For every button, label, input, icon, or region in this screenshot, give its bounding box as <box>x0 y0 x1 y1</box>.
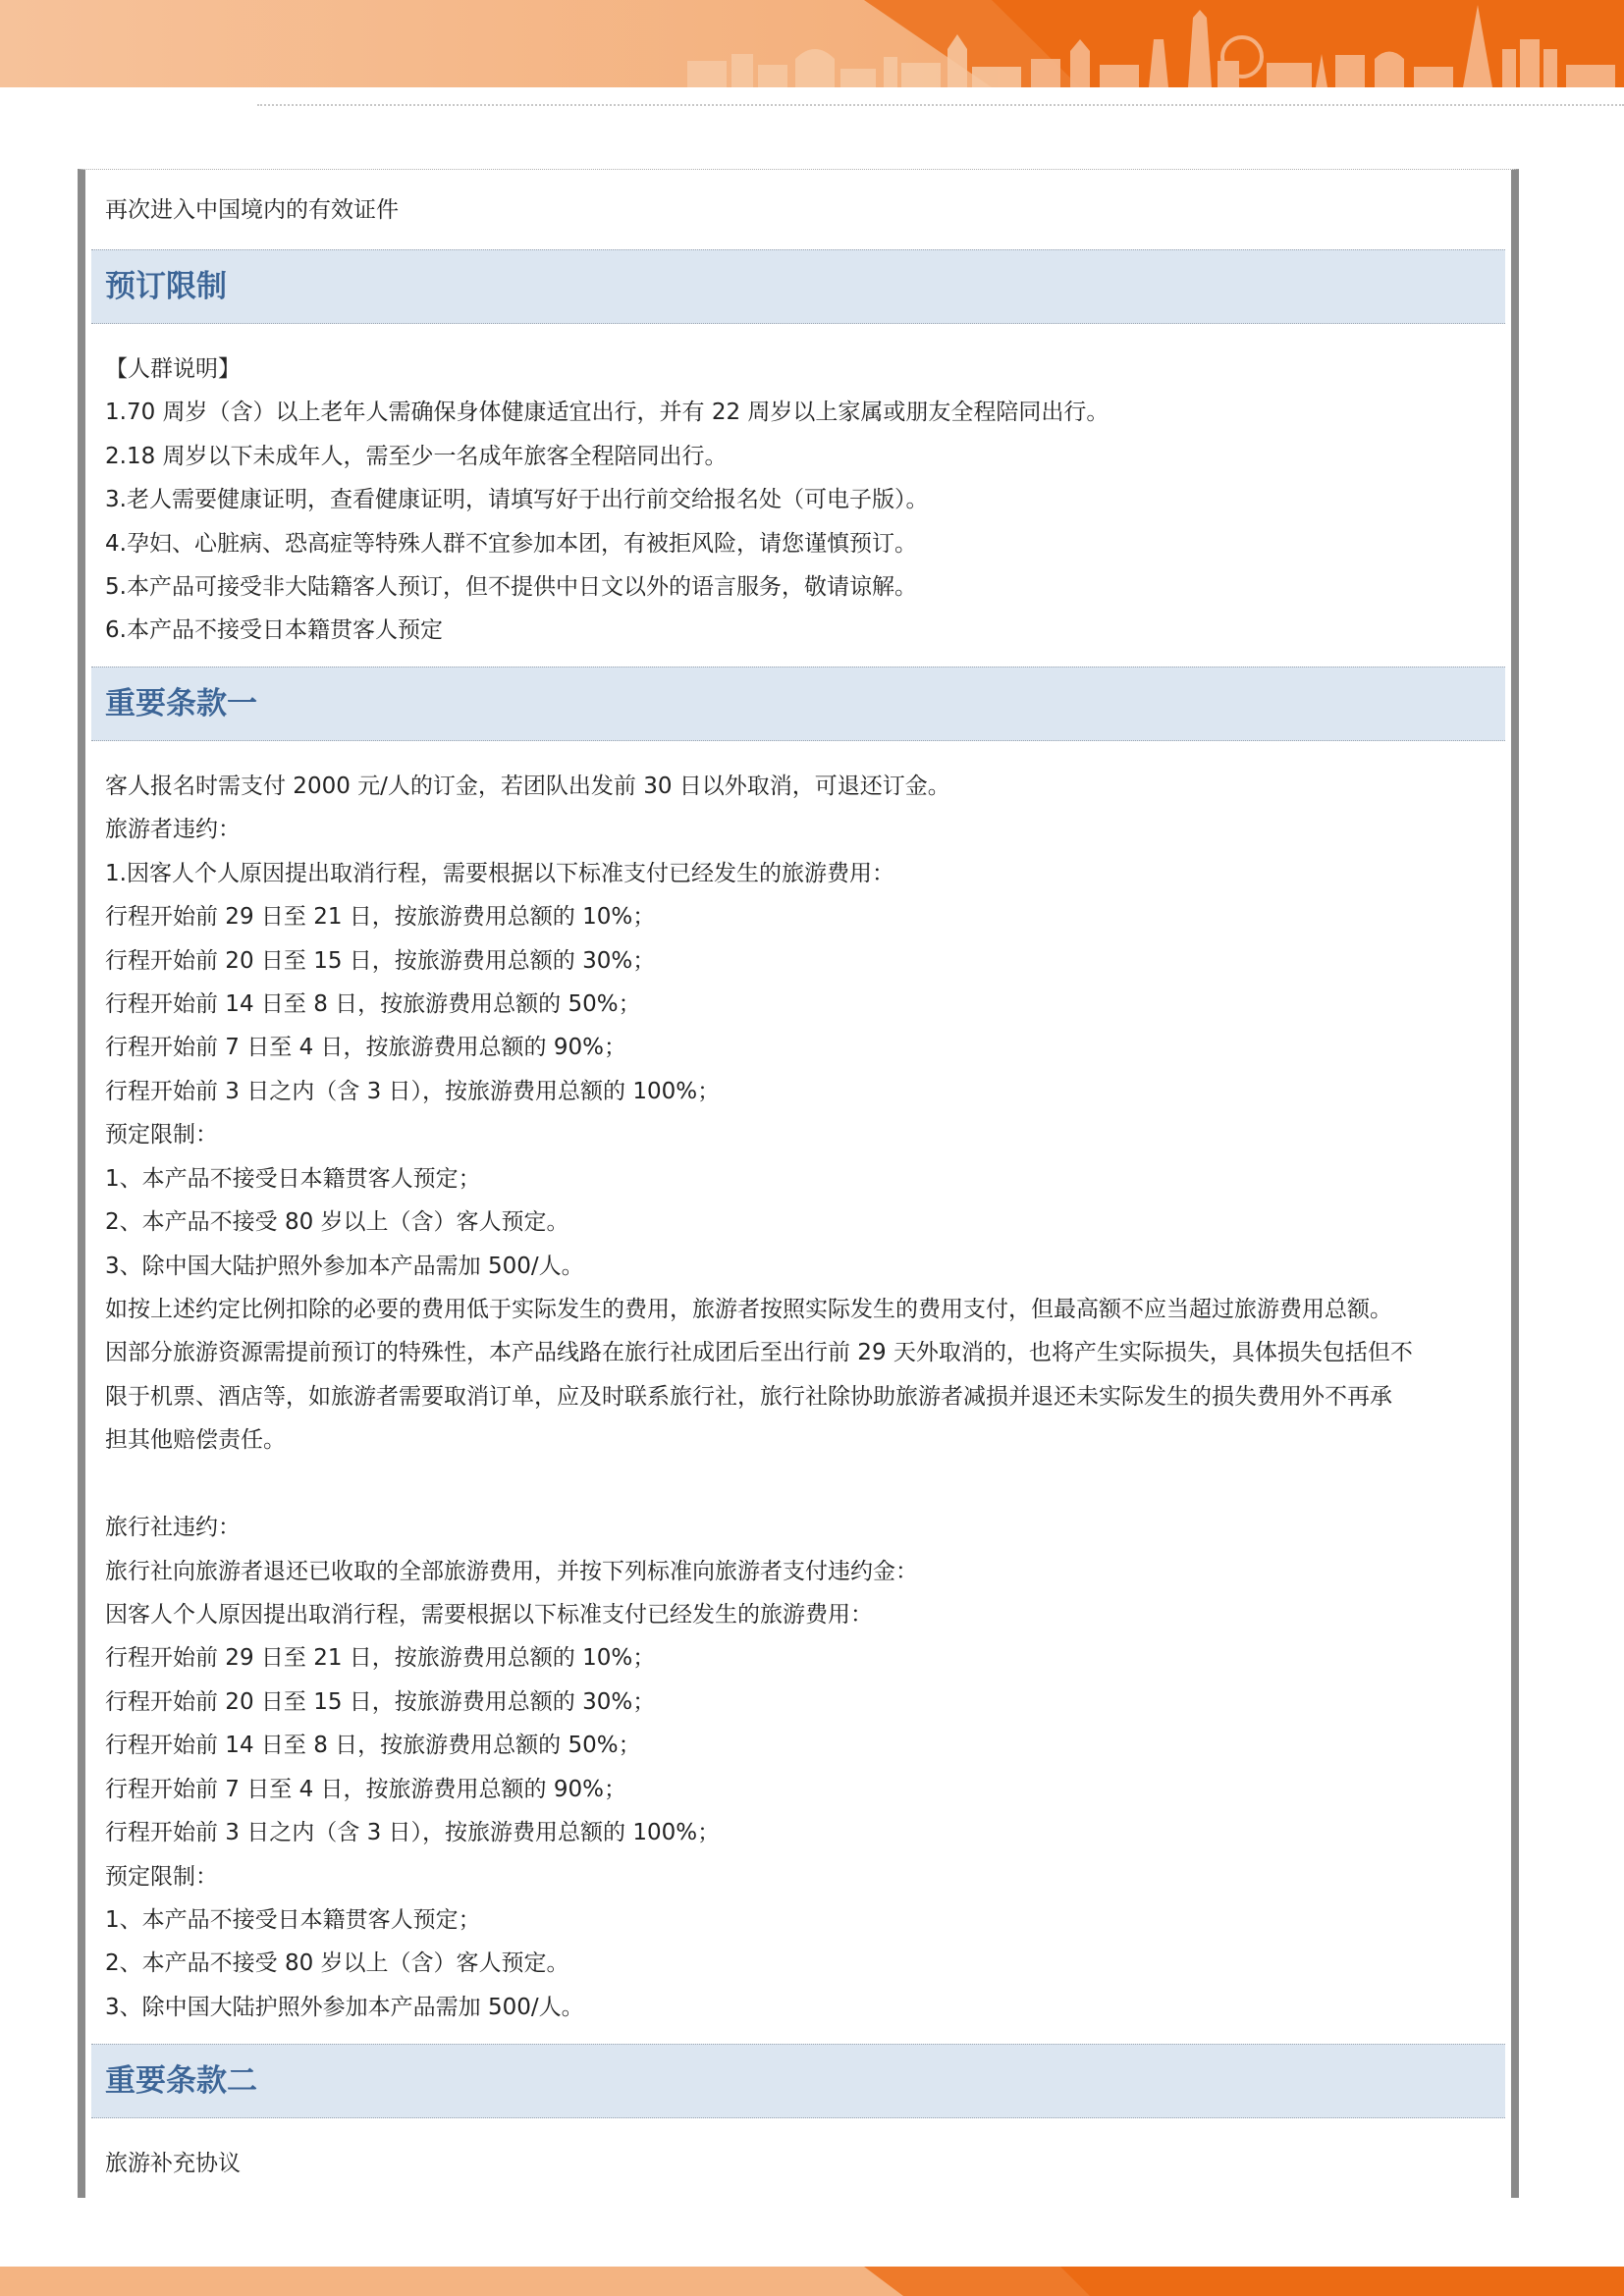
list-item <box>105 1469 1499 1499</box>
list-item: 旅游者违约： <box>105 817 241 842</box>
section-title: 重要条款二 <box>105 2063 257 2099</box>
list-item: 1.因客人个人原因提出取消行程，需要根据以下标准支付已经发生的旅游费用： <box>105 861 894 886</box>
footer-stripe <box>0 2267 1624 2296</box>
list-item: 3.老人需要健康证明，查看健康证明，请填写好于出行前交给报名处（可电子版）。 <box>105 487 929 512</box>
list-item: 行程开始前 14 日至 8 日，按旅游费用总额的 50%； <box>105 1733 641 1758</box>
list-item: 3、除中国大陆护照外参加本产品需加 500/人。 <box>105 1254 584 1279</box>
list-item: 1、本产品不接受日本籍贯客人预定； <box>105 1907 481 1933</box>
city-skyline-banner <box>0 0 1624 87</box>
list-item: 5.本产品可接受非大陆籍客人预订，但不提供中日文以外的语言服务，敬请谅解。 <box>105 574 917 600</box>
list-item: 行程开始前 14 日至 8 日，按旅游费用总额的 50%； <box>105 991 641 1017</box>
footer-banner <box>0 2267 1624 2296</box>
header-banner <box>0 0 1624 87</box>
list-item: 行程开始前 20 日至 15 日，按旅游费用总额的 30%； <box>105 948 656 974</box>
section-terms-one <box>91 667 1505 741</box>
list-item: 旅行社违约： <box>105 1515 241 1540</box>
list-item: 因部分旅游资源需提前预订的特殊性，本产品线路在旅行社成团后至出行前 29 天外取消的，也将产生实际损失，具体损失包括但不 <box>105 1340 1413 1365</box>
header-divider <box>257 104 1624 106</box>
list-item: 行程开始前 29 日至 21 日，按旅游费用总额的 10%； <box>105 904 656 930</box>
list-item: 2、本产品不接受 80 岁以上（含）客人预定。 <box>105 1950 569 1976</box>
list-item: 因客人个人原因提出取消行程，需要根据以下标准支付已经发生的旅游费用： <box>105 1602 873 1628</box>
list-item: 行程开始前 3 日之内（含 3 日），按旅游费用总额的 100%； <box>105 1820 721 1845</box>
section-title: 预订限制 <box>105 269 227 304</box>
list-item: 预定限制： <box>105 1122 218 1148</box>
list-item: 3、除中国大陆护照外参加本产品需加 500/人。 <box>105 1995 584 2020</box>
list-item: 客人报名时需支付 2000 元/人的订金，若团队出发前 30 日以外取消，可退还订金。 <box>105 774 950 799</box>
intro-text: 再次进入中国境内的有效证件 <box>105 197 399 223</box>
list-item: 6.本产品不接受日本籍贯客人预定 <box>105 617 443 643</box>
list-item: 行程开始前 3 日之内（含 3 日），按旅游费用总额的 100%； <box>105 1079 721 1104</box>
content-frame <box>78 169 1519 2198</box>
section-title: 重要条款一 <box>105 686 257 721</box>
section-terms-two <box>91 2044 1505 2118</box>
list-item: 行程开始前 7 日至 4 日，按旅游费用总额的 90%； <box>105 1035 626 1060</box>
list-item: 旅游补充协议 <box>105 2151 241 2176</box>
list-item: 2.18 周岁以下未成年人，需至少一名成年旅客全程陪同出行。 <box>105 444 728 469</box>
section-booking-limits <box>91 249 1505 324</box>
list-item: 4.孕妇、心脏病、恐高症等特殊人群不宜参加本团，有被拒风险，请您谨慎预订。 <box>105 531 917 557</box>
list-item: 旅行社向旅游者退还已收取的全部旅游费用，并按下列标准向旅游者支付违约金： <box>105 1559 918 1584</box>
list-item: 行程开始前 29 日至 21 日，按旅游费用总额的 10%； <box>105 1645 656 1671</box>
list-item: 【人群说明】 <box>105 356 241 382</box>
list-item: 1.70 周岁（含）以上老年人需确保身体健康适宜出行，并有 22 周岁以上家属或朋友全程陪同出行。 <box>105 400 1110 425</box>
list-item: 1、本产品不接受日本籍贯客人预定； <box>105 1166 481 1192</box>
list-item: 预定限制： <box>105 1864 218 1890</box>
list-item: 担其他赔偿责任。 <box>105 1427 286 1453</box>
list-item: 行程开始前 20 日至 15 日，按旅游费用总额的 30%； <box>105 1689 656 1715</box>
list-item: 行程开始前 7 日至 4 日，按旅游费用总额的 90%； <box>105 1777 626 1802</box>
list-item: 如按上述约定比例扣除的必要的费用低于实际发生的费用，旅游者按照实际发生的费用支付，但最高额不应当超过旅游费用总额。 <box>105 1297 1392 1322</box>
list-item: 2、本产品不接受 80 岁以上（含）客人预定。 <box>105 1209 569 1235</box>
list-item: 限于机票、酒店等，如旅游者需要取消订单，应及时联系旅行社，旅行社除协助旅游者减损并退还未实际发生的损失费用外不再承 <box>105 1384 1392 1410</box>
